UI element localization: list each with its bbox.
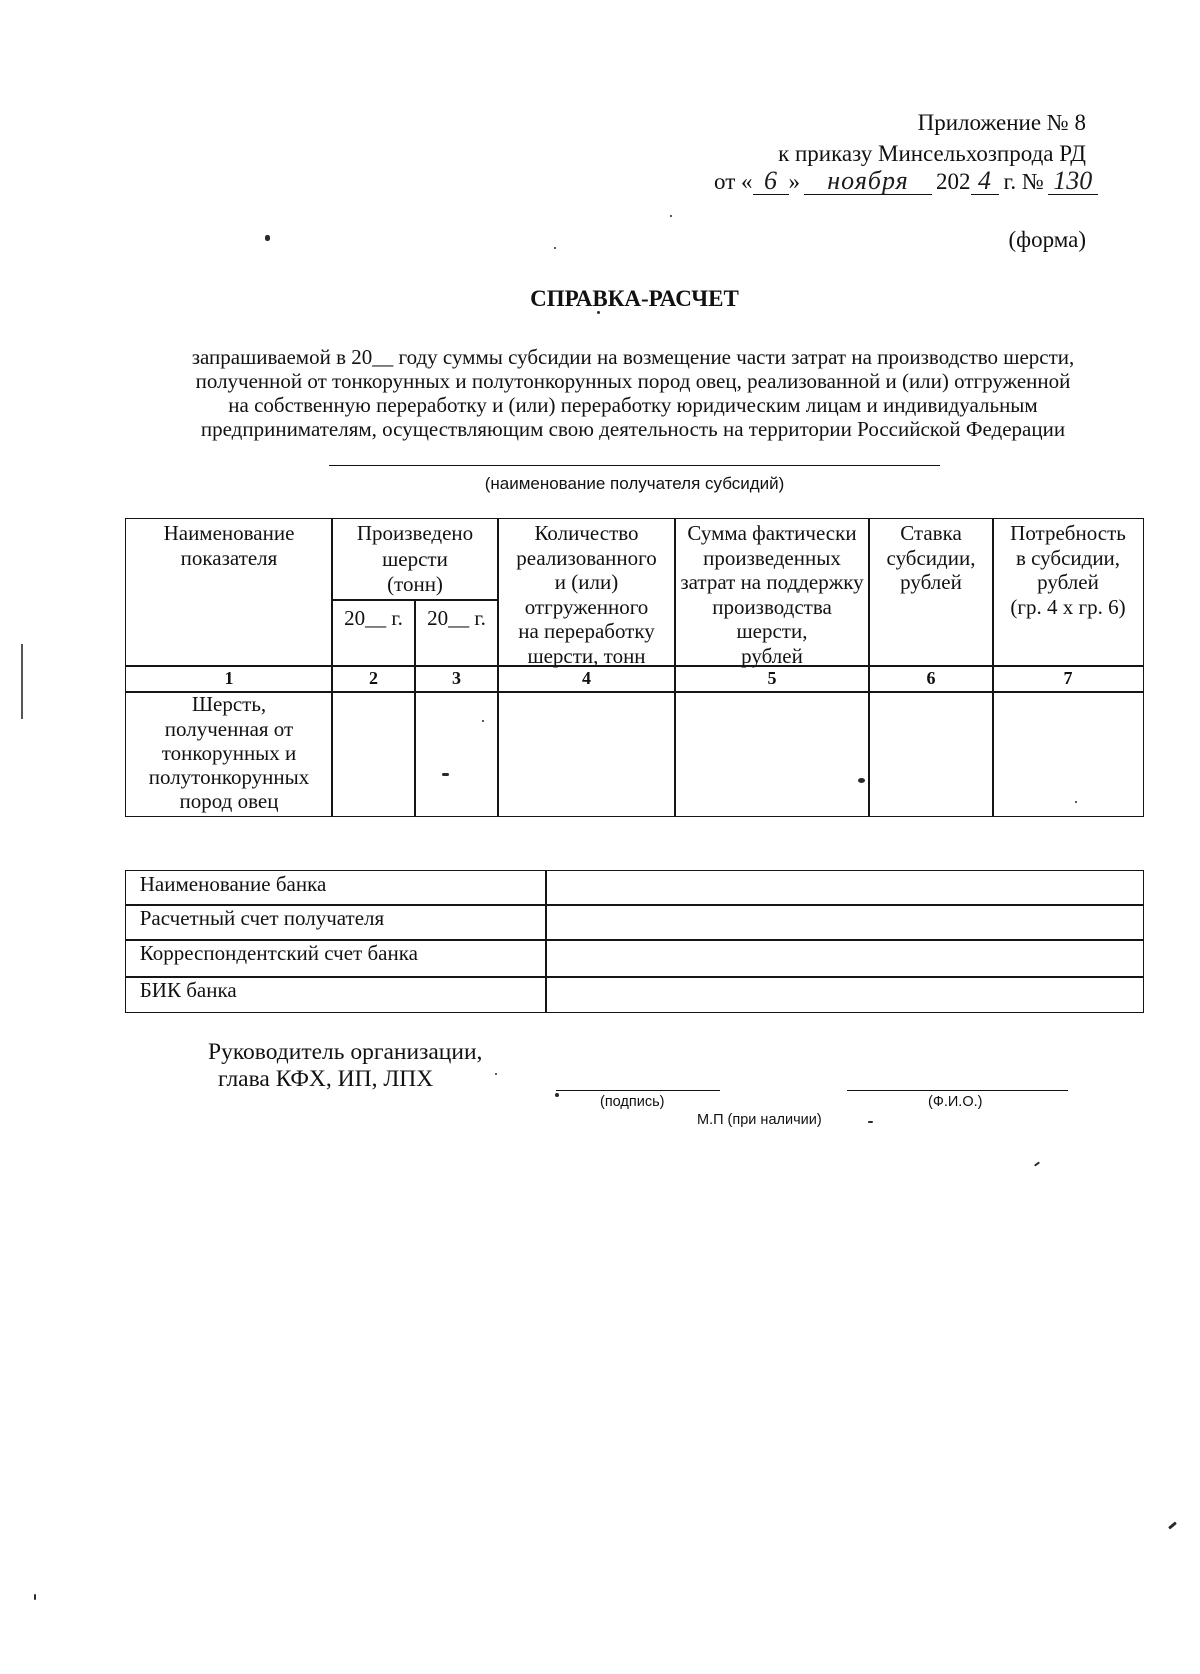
scan-speck	[1075, 801, 1077, 803]
header-subsidy-need: Потребность в субсидии, рублей (гр. 4 х гр. 6)	[992, 518, 1144, 667]
bank-name-value	[545, 870, 1144, 906]
full-name-caption: (Ф.И.О.)	[928, 1094, 983, 1110]
document-title: СПРАВКА-РАСЧЕТ	[530, 286, 739, 311]
scan-speck	[442, 773, 449, 776]
full-name-line	[847, 1090, 1068, 1091]
scan-speck	[858, 778, 865, 783]
scan-speck	[868, 1121, 873, 1123]
date-year-prefix: 202	[936, 169, 971, 194]
account-value	[545, 904, 1144, 941]
bank-name-label: Наименование банка	[125, 870, 547, 906]
date-prefix: от «	[714, 169, 753, 194]
scan-speck	[265, 235, 270, 241]
signatory-title-line1: Руководитель организации,	[208, 1039, 483, 1065]
scan-speck	[34, 1594, 36, 1600]
data-cell-subsidy-rate	[868, 691, 994, 817]
bank-details-table	[126, 871, 1143, 1012]
signatory-title-line2: глава КФХ, ИП, ЛПХ	[218, 1066, 434, 1092]
signature-caption: (подпись)	[600, 1094, 665, 1110]
column-number: 5	[674, 665, 870, 693]
header-year-1: 20__ г.	[331, 599, 416, 667]
header-subsidy-rate: Ставка субсидии, рублей	[868, 518, 994, 667]
row-indicator-wool: Шерсть, полученная от тонкорунных и полутонкорунных пород овец	[125, 691, 333, 817]
column-number: 1	[125, 665, 333, 693]
corr-account-value	[545, 939, 1144, 978]
signature-line	[556, 1090, 720, 1091]
scan-speck	[495, 1073, 497, 1075]
column-number: 3	[414, 665, 499, 693]
column-number: 7	[992, 665, 1144, 693]
recipient-caption: (наименование получателя субсидий)	[484, 474, 785, 493]
column-number: 4	[497, 665, 676, 693]
data-cell-year-2	[414, 691, 499, 817]
handwritten-year-digit: 4	[971, 168, 999, 195]
recipient-name-line	[329, 465, 940, 466]
header-produced: Произведено шерсти (тонн)	[331, 518, 499, 601]
scan-speck	[555, 1093, 559, 1097]
header-indicator: Наименование показателя	[125, 518, 333, 667]
order-number-prefix: г. №	[1003, 169, 1044, 194]
document-subtitle: запрашиваемой в 20__ году суммы субсидии на возмещение части затрат на производство шерсти, полученной от тонкорунных и полутонкорунных пород овец, реализованной и (или) отгруженной на собственную переработку и (или) переработку юридическим лицам и индивидуальным предпринимателям, осуществляющим свою деятельность на территории Российской Федерации	[191, 345, 1075, 441]
order-reference: к приказу Минсельхозпрода РД	[778, 141, 1086, 166]
bik-value	[545, 976, 1144, 1013]
data-cell-sold-quantity	[497, 691, 676, 817]
column-number: 2	[331, 665, 416, 693]
calculation-table	[126, 519, 1143, 816]
account-label: Расчетный счет получателя	[125, 904, 547, 941]
appendix-number: Приложение № 8	[917, 110, 1086, 135]
corr-account-label: Корреспондентский счет банка	[125, 939, 547, 978]
handwritten-order-number: 130	[1048, 168, 1098, 195]
bik-label: БИК банка	[125, 976, 547, 1013]
column-number: 6	[868, 665, 994, 693]
date-close-quote: »	[788, 169, 800, 194]
scan-speck	[1168, 1521, 1177, 1529]
scan-speck	[482, 720, 484, 722]
handwritten-month: ноября	[804, 168, 932, 195]
form-label: (форма)	[1008, 227, 1086, 252]
data-cell-year-1	[331, 691, 416, 817]
scan-speck	[1034, 1161, 1040, 1166]
order-date-line	[714, 167, 1098, 196]
scan-speck	[554, 247, 556, 249]
data-cell-actual-costs	[674, 691, 870, 817]
header-year-2: 20__ г.	[414, 599, 499, 667]
header-actual-costs: Сумма фактически произведенных затрат на поддержку производства шерсти, рублей	[674, 518, 870, 667]
scan-edge-mark	[21, 644, 23, 719]
header-sold-quantity: Количество реализованного и (или) отгруженного на переработку шерсти, тонн	[497, 518, 676, 667]
seal-caption: М.П (при наличии)	[697, 1112, 822, 1128]
scan-speck	[670, 215, 672, 217]
scan-speck	[597, 311, 600, 314]
data-cell-subsidy-need	[992, 691, 1144, 817]
handwritten-day: 6	[753, 168, 789, 195]
